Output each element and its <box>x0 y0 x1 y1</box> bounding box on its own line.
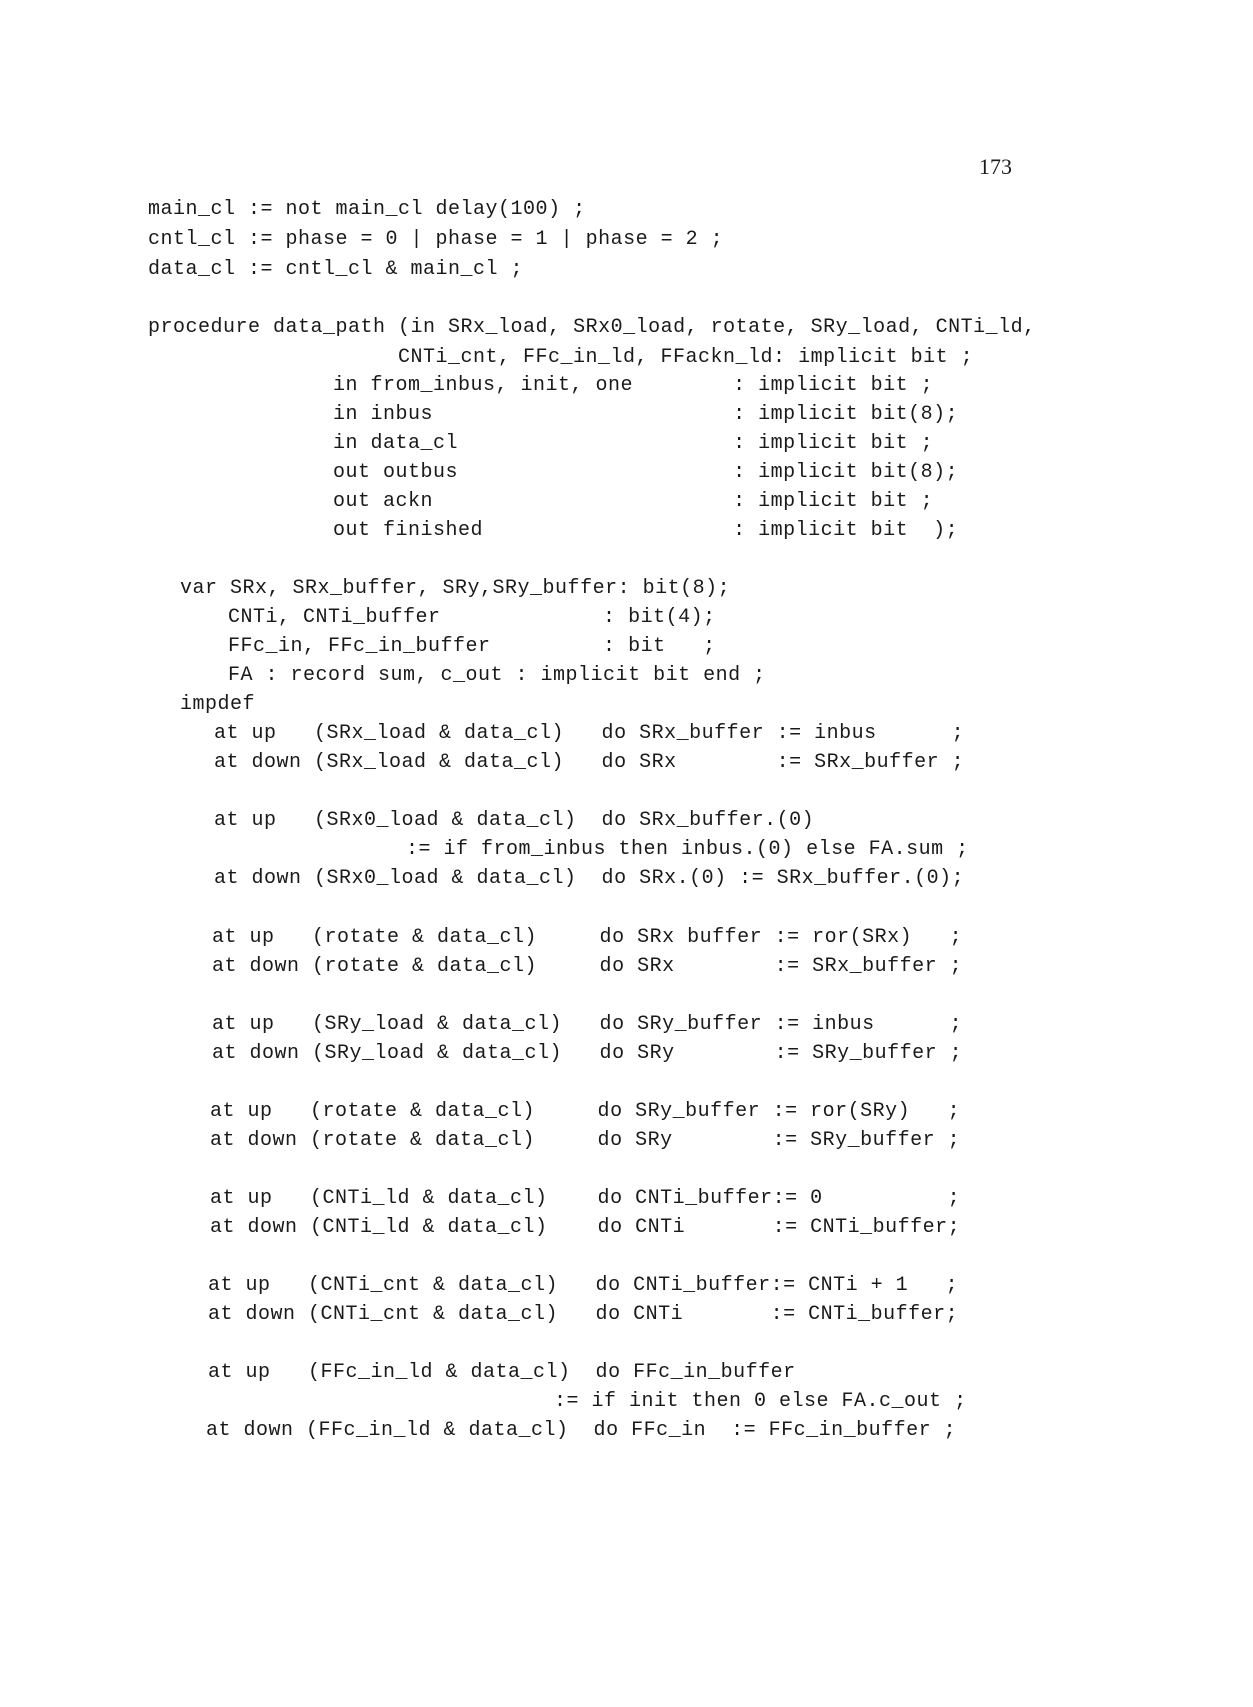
code-line: FA : record sum, c_out : implicit bit end ; <box>228 664 766 687</box>
code-line: at down (SRy_load & data_cl) do SRy := SRy_buffer ; <box>212 1042 963 1065</box>
code-line: in data_cl : implicit bit ; <box>333 432 934 455</box>
code-line: at down (CNTi_cnt & data_cl) do CNTi := CNTi_buffer; <box>208 1303 959 1326</box>
code-line: cntl_cl := phase = 0 | phase = 1 | phase = 2 ; <box>148 228 724 251</box>
code-line: at up (FFc_in_ld & data_cl) do FFc_in_buffer <box>208 1361 796 1384</box>
code-line: FFc_in, FFc_in_buffer : bit ; <box>228 635 716 658</box>
code-line: := if from_inbus then inbus.(0) else FA.sum ; <box>406 838 969 861</box>
code-line: at up (SRy_load & data_cl) do SRy_buffer := inbus ; <box>212 1013 963 1036</box>
code-line: at up (rotate & data_cl) do SRy_buffer := ror(SRy) ; <box>210 1100 961 1123</box>
code-line: CNTi, CNTi_buffer : bit(4); <box>228 606 716 629</box>
code-line: impdef <box>180 693 256 716</box>
code-line: at down (rotate & data_cl) do SRx := SRx_buffer ; <box>212 955 963 978</box>
code-line: procedure data_path (in SRx_load, SRx0_load, rotate, SRy_load, CNTi_ld, <box>148 316 1036 339</box>
code-line: at up (SRx0_load & data_cl) do SRx_buffer.(0) <box>214 809 815 832</box>
code-line: main_cl := not main_cl delay(100) ; <box>148 198 586 221</box>
code-line: CNTi_cnt, FFc_in_ld, FFackn_ld: implicit bit ; <box>398 346 974 369</box>
code-line: := if init then 0 else FA.c_out ; <box>554 1390 967 1413</box>
code-line: at up (rotate & data_cl) do SRx buffer := ror(SRx) ; <box>212 926 963 949</box>
code-line: in from_inbus, init, one : implicit bit ; <box>333 374 934 397</box>
code-line: at down (SRx0_load & data_cl) do SRx.(0) := SRx_buffer.(0); <box>214 867 965 890</box>
code-line: at down (CNTi_ld & data_cl) do CNTi := CNTi_buffer; <box>210 1216 961 1239</box>
code-line: at down (FFc_in_ld & data_cl) do FFc_in := FFc_in_buffer ; <box>206 1419 957 1442</box>
code-line: var SRx, SRx_buffer, SRy,SRy_buffer: bit(8); <box>180 577 731 600</box>
code-line: at down (SRx_load & data_cl) do SRx := SRx_buffer ; <box>214 751 965 774</box>
code-line: in inbus : implicit bit(8); <box>333 403 959 426</box>
code-line: data_cl := cntl_cl & main_cl ; <box>148 258 524 281</box>
code-line: at up (SRx_load & data_cl) do SRx_buffer := inbus ; <box>214 722 965 745</box>
code-line: out ackn : implicit bit ; <box>333 490 934 513</box>
code-line: out finished : implicit bit ); <box>333 519 959 542</box>
code-line: at down (rotate & data_cl) do SRy := SRy_buffer ; <box>210 1129 961 1152</box>
page-number: 173 <box>979 154 1012 179</box>
code-line: at up (CNTi_ld & data_cl) do CNTi_buffer:= 0 ; <box>210 1187 961 1210</box>
code-line: at up (CNTi_cnt & data_cl) do CNTi_buffer:= CNTi + 1 ; <box>208 1274 959 1297</box>
code-line: out outbus : implicit bit(8); <box>333 461 959 484</box>
